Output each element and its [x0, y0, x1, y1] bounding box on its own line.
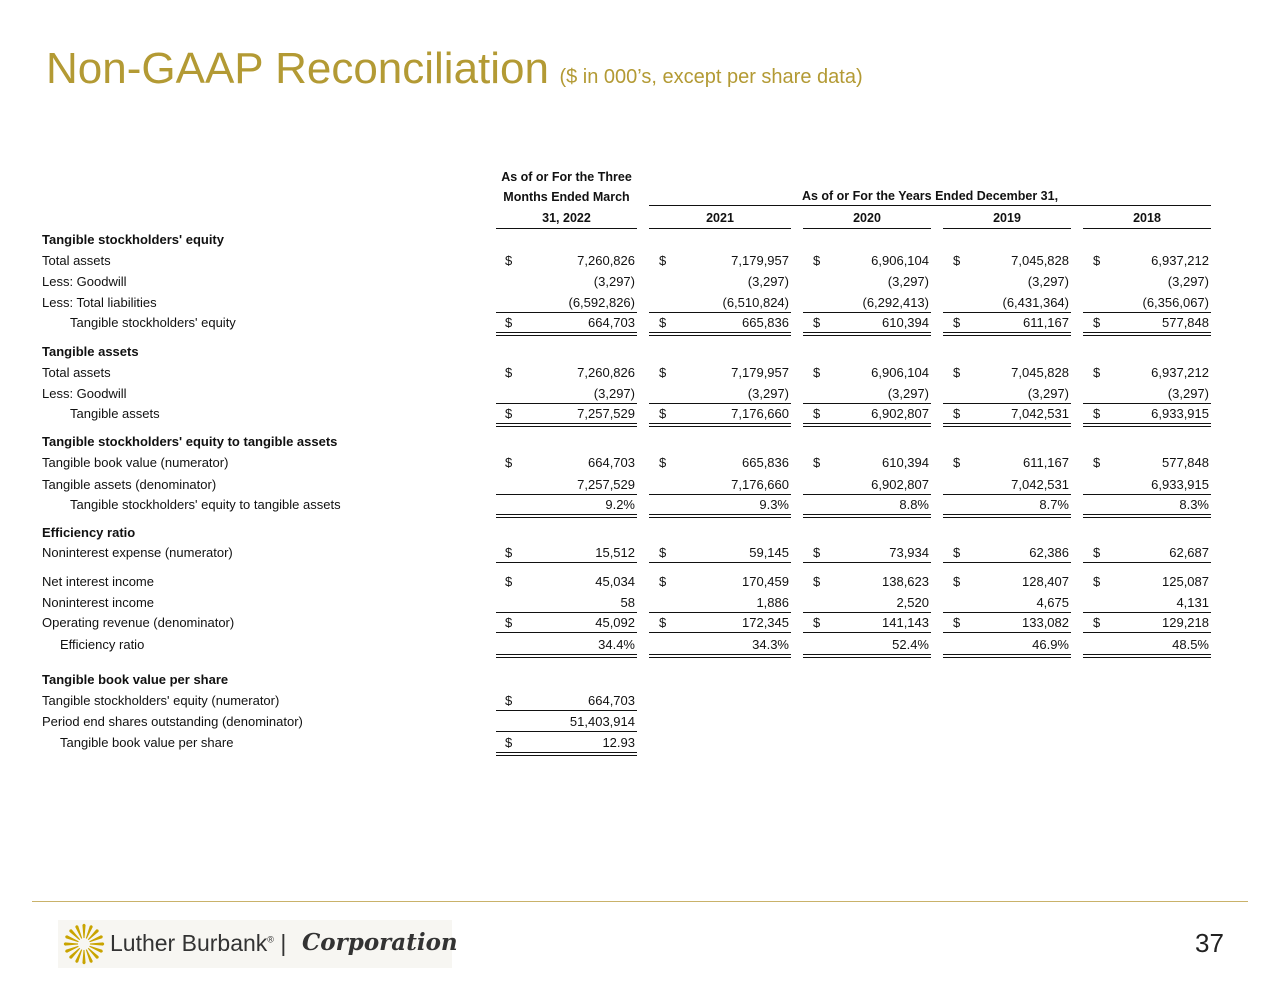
total-double-rule [496, 423, 637, 427]
dollar-sign: $ [953, 315, 961, 330]
footer-divider [32, 901, 1248, 902]
table-row [0, 733, 1280, 753]
subtotal-rule [496, 562, 637, 563]
dollar-sign: $ [505, 365, 513, 380]
cell-value: (6,592,826) [568, 295, 635, 310]
cell-value: 6,937,212 [1151, 365, 1209, 380]
subtotal-rule [496, 731, 637, 732]
cell-value: 7,042,531 [1011, 477, 1069, 492]
cell-value: 7,176,660 [731, 477, 789, 492]
cell-value: 6,902,807 [871, 477, 929, 492]
cell-value: 6,937,212 [1151, 253, 1209, 268]
dollar-sign: $ [1093, 406, 1101, 421]
total-double-rule [803, 332, 931, 336]
total-double-rule [803, 423, 931, 427]
cell-value: (3,297) [747, 274, 789, 289]
table-row [0, 495, 1280, 515]
cell-value: 15,512 [595, 545, 635, 560]
cell-value: (6,510,824) [722, 295, 789, 310]
dollar-sign: $ [659, 406, 667, 421]
cell-value: 34.4% [598, 637, 635, 652]
cell-value: 7,260,826 [577, 253, 635, 268]
dollar-sign: $ [813, 455, 821, 470]
subtotal-rule [943, 562, 1071, 563]
cell-value: (6,356,067) [1142, 295, 1209, 310]
header-col-rule [649, 228, 791, 229]
row-label: Less: Goodwill [42, 386, 127, 401]
total-double-rule [943, 423, 1071, 427]
table-row [0, 543, 1280, 563]
cell-value: 129,218 [1162, 615, 1209, 630]
cell-value: 73,934 [889, 545, 929, 560]
section-heading-label: Tangible assets [42, 344, 139, 359]
cell-value: 128,407 [1022, 574, 1069, 589]
row-label: Noninterest expense (numerator) [42, 545, 233, 560]
cell-value: 7,260,826 [577, 365, 635, 380]
row-label: Tangible book value per share [60, 735, 234, 750]
cell-value: 51,403,914 [569, 714, 635, 729]
dollar-sign: $ [505, 253, 513, 268]
dollar-sign: $ [505, 574, 513, 589]
page-number: 37 [1195, 928, 1224, 958]
page-subtitle: ($ in 000’s, except per share data) [559, 66, 863, 88]
header-q-line2: Months Ended March [503, 190, 630, 204]
cell-value: 6,906,104 [871, 253, 929, 268]
cell-value: 8.3% [1179, 497, 1209, 512]
section-heading-label: Efficiency ratio [42, 525, 136, 540]
cell-value: 125,087 [1162, 574, 1209, 589]
dollar-sign: $ [1093, 615, 1101, 630]
dollar-sign: $ [953, 574, 961, 589]
dollar-sign: $ [659, 615, 667, 630]
cell-value: 8.8% [899, 497, 929, 512]
company-logo [58, 920, 458, 968]
table-row [0, 572, 1280, 592]
row-label: Tangible stockholders' equity [70, 315, 236, 330]
table-row [0, 593, 1280, 613]
header-years-span: As of or For the Years Ended December 31, [801, 189, 1059, 203]
cell-value: 62,687 [1169, 545, 1209, 560]
table-row [0, 712, 1280, 732]
row-label: Tangible stockholders' equity (numerator) [42, 693, 280, 708]
header-span-rule [649, 205, 1211, 206]
cell-value: (3,297) [1167, 274, 1209, 289]
cell-value: 6,933,915 [1151, 406, 1209, 421]
dollar-sign: $ [953, 455, 961, 470]
cell-value: 133,082 [1022, 615, 1069, 630]
total-double-rule [1083, 332, 1211, 336]
cell-value: 7,257,529 [577, 406, 635, 421]
row-label: Period end shares outstanding (denominator) [42, 714, 303, 729]
total-double-rule [1083, 514, 1211, 518]
row-label: Total assets [42, 253, 111, 268]
cell-value: 45,034 [595, 574, 635, 589]
row-label: Tangible book value (numerator) [42, 455, 229, 470]
cell-value: 138,623 [882, 574, 929, 589]
row-label: Tangible stockholders' equity to tangible assets [70, 497, 341, 512]
header-year-2021: 2021 [706, 211, 734, 225]
total-double-rule [803, 514, 931, 518]
table-row [0, 363, 1280, 383]
dollar-sign: $ [953, 545, 961, 560]
subtotal-rule [1083, 562, 1211, 563]
cell-value: (3,297) [887, 274, 929, 289]
subtotal-rule [649, 632, 791, 633]
total-double-rule [496, 332, 637, 336]
cell-value: 46.9% [1032, 637, 1069, 652]
total-double-rule [649, 332, 791, 336]
cell-value: 664,703 [588, 693, 635, 708]
cell-value: 7,257,529 [577, 477, 635, 492]
header-q-line1: As of or For the Three [501, 170, 632, 184]
dollar-sign: $ [1093, 455, 1101, 470]
dollar-sign: $ [953, 406, 961, 421]
header-year-2020: 2020 [853, 211, 881, 225]
dollar-sign: $ [813, 545, 821, 560]
dollar-sign: $ [1093, 574, 1101, 589]
dollar-sign: $ [1093, 315, 1101, 330]
dollar-sign: $ [505, 455, 513, 470]
total-double-rule [943, 332, 1071, 336]
row-label: Noninterest income [42, 595, 154, 610]
total-double-rule [496, 752, 637, 756]
sunflower-logo-icon [62, 922, 106, 966]
dollar-sign: $ [1093, 253, 1101, 268]
total-double-rule [496, 654, 637, 658]
table-row [0, 293, 1280, 313]
header-year-2018: 2018 [1133, 211, 1161, 225]
section-heading [0, 523, 1280, 543]
cell-value: 58 [620, 595, 635, 610]
cell-value: 7,176,660 [731, 406, 789, 421]
cell-value: 59,145 [749, 545, 789, 560]
cell-value: 48.5% [1172, 637, 1209, 652]
row-label: Tangible assets [70, 406, 160, 421]
cell-value: 7,042,531 [1011, 406, 1069, 421]
cell-value: 1,886 [756, 595, 789, 610]
dollar-sign: $ [505, 615, 513, 630]
cell-value: 611,167 [1022, 455, 1069, 470]
cell-value: (3,297) [887, 386, 929, 401]
logo-name: Luther Burbank® | [110, 930, 287, 956]
cell-value: 665,836 [742, 455, 789, 470]
subtotal-rule [803, 632, 931, 633]
cell-value: 665,836 [742, 315, 789, 330]
cell-value: (3,297) [1027, 386, 1069, 401]
cell-value: 611,167 [1022, 315, 1069, 330]
header-col-rule [803, 228, 931, 229]
cell-value: 7,179,957 [731, 365, 789, 380]
section-heading-label: Tangible stockholders' equity to tangible assets [42, 434, 338, 449]
table-row [0, 272, 1280, 292]
cell-value: 172,345 [742, 615, 789, 630]
header-col-rule [496, 228, 637, 229]
cell-value: 45,092 [595, 615, 635, 630]
section-heading [0, 342, 1280, 362]
cell-value: (3,297) [747, 386, 789, 401]
dollar-sign: $ [813, 253, 821, 268]
dollar-sign: $ [505, 545, 513, 560]
total-double-rule [803, 654, 931, 658]
total-double-rule [649, 654, 791, 658]
dollar-sign: $ [813, 406, 821, 421]
dollar-sign: $ [659, 455, 667, 470]
subtotal-rule [1083, 632, 1211, 633]
cell-value: 62,386 [1029, 545, 1069, 560]
cell-value: (3,297) [593, 274, 635, 289]
cell-value: (6,292,413) [862, 295, 929, 310]
subtotal-rule [649, 562, 791, 563]
table-row [0, 453, 1280, 473]
cell-value: 577,848 [1162, 455, 1209, 470]
cell-value: 8.7% [1039, 497, 1069, 512]
row-label: Less: Goodwill [42, 274, 127, 289]
cell-value: 7,045,828 [1011, 365, 1069, 380]
dollar-sign: $ [813, 574, 821, 589]
section-heading-label: Tangible book value per share [42, 672, 229, 687]
table-row [0, 475, 1280, 495]
dollar-sign: $ [505, 315, 513, 330]
table-row [0, 404, 1280, 424]
dollar-sign: $ [659, 315, 667, 330]
cell-value: 141,143 [882, 615, 929, 630]
cell-value: 12.93 [602, 735, 635, 750]
table-row [0, 613, 1280, 633]
dollar-sign: $ [659, 253, 667, 268]
subtotal-rule [496, 710, 637, 711]
dollar-sign: $ [505, 735, 513, 750]
dollar-sign: $ [953, 365, 961, 380]
total-double-rule [943, 514, 1071, 518]
total-double-rule [649, 423, 791, 427]
header-q-line3: 31, 2022 [542, 211, 591, 225]
cell-value: 52.4% [892, 637, 929, 652]
cell-value: 577,848 [1162, 315, 1209, 330]
row-label: Less: Total liabilities [42, 295, 157, 310]
dollar-sign: $ [659, 574, 667, 589]
cell-value: 2,520 [896, 595, 929, 610]
cell-value: 6,933,915 [1151, 477, 1209, 492]
subtotal-rule [803, 562, 931, 563]
total-double-rule [1083, 423, 1211, 427]
section-heading [0, 230, 1280, 250]
dollar-sign: $ [813, 365, 821, 380]
table-row [0, 691, 1280, 711]
total-double-rule [1083, 654, 1211, 658]
total-double-rule [496, 514, 637, 518]
row-label: Efficiency ratio [60, 637, 145, 652]
cell-value: 9.2% [605, 497, 635, 512]
table-row [0, 251, 1280, 271]
table-row [0, 635, 1280, 655]
cell-value: 664,703 [588, 315, 635, 330]
dollar-sign: $ [953, 253, 961, 268]
row-label: Total assets [42, 365, 111, 380]
dollar-sign: $ [1093, 545, 1101, 560]
page-title: Non-GAAP Reconciliation [46, 44, 549, 93]
table-row [0, 313, 1280, 333]
cell-value: 664,703 [588, 455, 635, 470]
logo-corporation: Corporation [302, 929, 458, 956]
cell-value: (3,297) [1027, 274, 1069, 289]
cell-value: 610,394 [882, 455, 929, 470]
subtotal-rule [496, 632, 637, 633]
row-label: Tangible assets (denominator) [42, 477, 217, 492]
total-double-rule [943, 654, 1071, 658]
cell-value: 7,045,828 [1011, 253, 1069, 268]
dollar-sign: $ [505, 693, 513, 708]
header-year-2019: 2019 [993, 211, 1021, 225]
row-label: Operating revenue (denominator) [42, 615, 235, 630]
section-heading-label: Tangible stockholders' equity [42, 232, 224, 247]
page-title-block [46, 44, 863, 94]
dollar-sign: $ [813, 315, 821, 330]
cell-value: 6,906,104 [871, 365, 929, 380]
cell-value: 7,179,957 [731, 253, 789, 268]
section-heading [0, 432, 1280, 452]
total-double-rule [649, 514, 791, 518]
cell-value: 9.3% [759, 497, 789, 512]
cell-value: 4,675 [1036, 595, 1069, 610]
table-row [0, 384, 1280, 404]
dollar-sign: $ [813, 615, 821, 630]
cell-value: 4,131 [1176, 595, 1209, 610]
cell-value: (3,297) [593, 386, 635, 401]
dollar-sign: $ [953, 615, 961, 630]
section-heading [0, 670, 1280, 690]
row-label: Net interest income [42, 574, 154, 589]
dollar-sign: $ [505, 406, 513, 421]
cell-value: 34.3% [752, 637, 789, 652]
dollar-sign: $ [659, 545, 667, 560]
subtotal-rule [943, 632, 1071, 633]
cell-value: 610,394 [882, 315, 929, 330]
header-col-rule [943, 228, 1071, 229]
dollar-sign: $ [1093, 365, 1101, 380]
cell-value: (3,297) [1167, 386, 1209, 401]
cell-value: (6,431,364) [1002, 295, 1069, 310]
cell-value: 6,902,807 [871, 406, 929, 421]
cell-value: 170,459 [742, 574, 789, 589]
header-col-rule [1083, 228, 1211, 229]
dollar-sign: $ [659, 365, 667, 380]
